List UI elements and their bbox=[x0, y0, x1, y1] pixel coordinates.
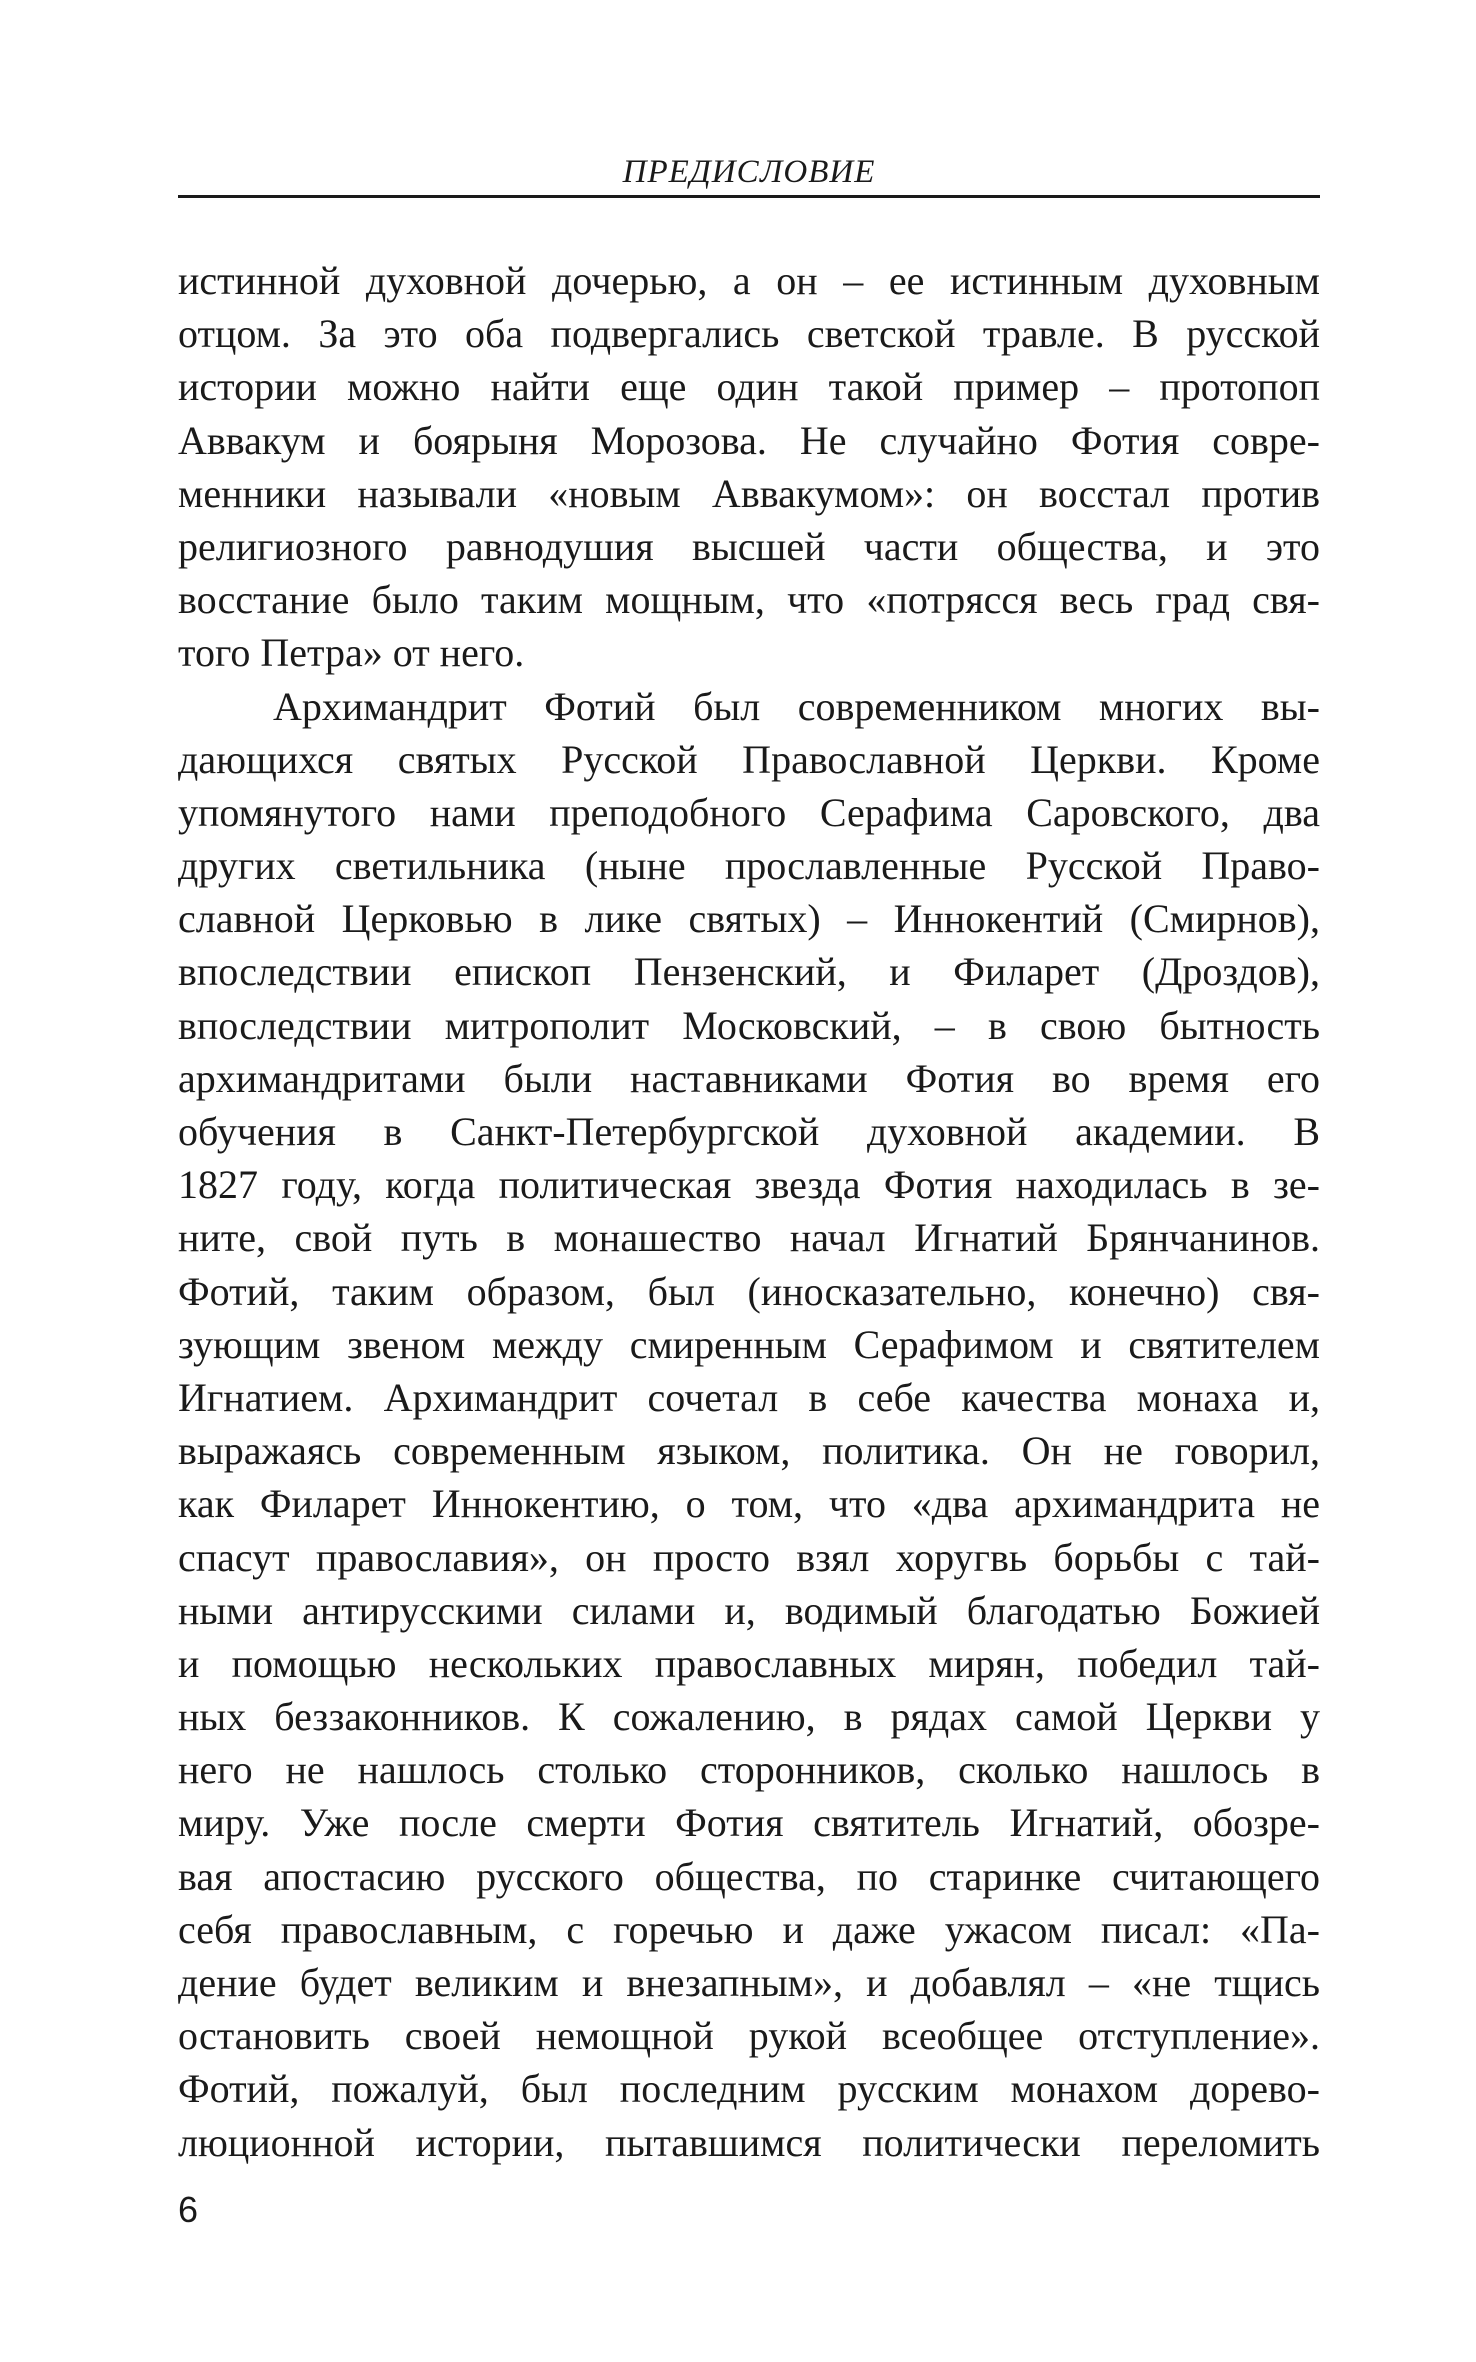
text-line: других светильника (ныне прославленные Русской Право- bbox=[178, 843, 1320, 889]
text-line: него не нашлось столько сторонников, сколько нашлось в bbox=[178, 1747, 1320, 1793]
text-line: дающихся святых Русской Православной Церкви. Кроме bbox=[178, 736, 1320, 782]
text-line: того Петра» от него. bbox=[178, 630, 525, 676]
paragraph bbox=[178, 254, 1320, 680]
text-line: архимандритами были наставниками Фотия во время его bbox=[178, 1055, 1320, 1101]
text-line: дение будет великим и внезапным», и добавлял – «не тщись bbox=[178, 1960, 1320, 2005]
text-line: как Филарет Иннокентию, о том, что «два архимандрита не bbox=[178, 1481, 1320, 1527]
header-rule bbox=[178, 195, 1320, 198]
text-line: отцом. За это оба подвергались светской травле. В русской bbox=[178, 311, 1320, 357]
text-line: впоследствии епископ Пензенский, и Филарет (Дроздов), bbox=[178, 949, 1320, 995]
body-text bbox=[178, 254, 1320, 2169]
page-number: 6 bbox=[178, 2189, 199, 2230]
text-line: 1827 году, когда политическая звезда Фотия находилась в зе- bbox=[178, 1162, 1320, 1208]
text-line: остановить своей немощной рукой всеобщее отступление». bbox=[178, 2013, 1320, 2059]
text-line: зующим звеном между смиренным Серафимом и святителем bbox=[178, 1321, 1320, 1367]
text-line: люционной истории, пытавшимся политически переломить bbox=[178, 2119, 1320, 2165]
running-title: ПРЕДИСЛОВИЕ bbox=[622, 154, 876, 190]
text-line: славной Церковью в лике святых) – Иннокентий (Смирнов), bbox=[178, 896, 1320, 942]
text-line: вая апостасию русского общества, по старинке считающего bbox=[178, 1853, 1320, 1899]
text-line: восстание было таким мощным, что «потрясся весь град свя- bbox=[178, 577, 1320, 623]
text-line: Игнатием. Архимандрит сочетал в себе качества монаха и, bbox=[178, 1374, 1320, 1420]
text-line: миру. Уже после смерти Фотия святитель Игнатий, обозре- bbox=[178, 1800, 1320, 1846]
text-line: Аввакум и боярыня Морозова. Не случайно Фотия совре- bbox=[178, 417, 1320, 463]
text-line: истории можно найти еще один такой пример – протопоп bbox=[178, 364, 1320, 410]
text-line: выражаясь современным языком, политика. Он не говорил, bbox=[178, 1428, 1320, 1474]
text-line: религиозного равнодушия высшей части общества, и это bbox=[178, 523, 1320, 569]
text-line: впоследствии митрополит Московский, – в свою бытность bbox=[178, 1002, 1320, 1048]
paragraph bbox=[178, 680, 1320, 2169]
text-line: менники называли «новым Аввакумом»: он восстал против bbox=[178, 470, 1320, 516]
text-line: истинной духовной дочерью, а он – ее истинным духовным bbox=[178, 258, 1320, 303]
text-line: упомянутого нами преподобного Серафима Саровского, два bbox=[178, 789, 1320, 835]
text-line: ните, свой путь в монашество начал Игнатий Брянчанинов. bbox=[178, 1215, 1320, 1261]
text-line: себя православным, с горечью и даже ужасом писал: «Па- bbox=[178, 1906, 1320, 1952]
text-line: Фотий, таким образом, был (иносказательно, конечно) свя- bbox=[178, 1268, 1320, 1314]
text-line: и помощью нескольких православных мирян, победил тай- bbox=[178, 1640, 1320, 1686]
text-line: ных беззаконников. К сожалению, в рядах самой Церкви у bbox=[178, 1694, 1320, 1740]
text-line: спасут православия», он просто взял хоругвь борьбы с тай- bbox=[178, 1534, 1320, 1580]
text-line: Архимандрит Фотий был современником многих вы- bbox=[273, 683, 1320, 729]
text-line: обучения в Санкт-Петербургской духовной академии. В bbox=[178, 1109, 1320, 1154]
text-line: Фотий, пожалуй, был последним русским монахом дорево- bbox=[178, 2066, 1320, 2112]
text-line: ными антирусскими силами и, водимый благодатью Божией bbox=[178, 1587, 1320, 1633]
